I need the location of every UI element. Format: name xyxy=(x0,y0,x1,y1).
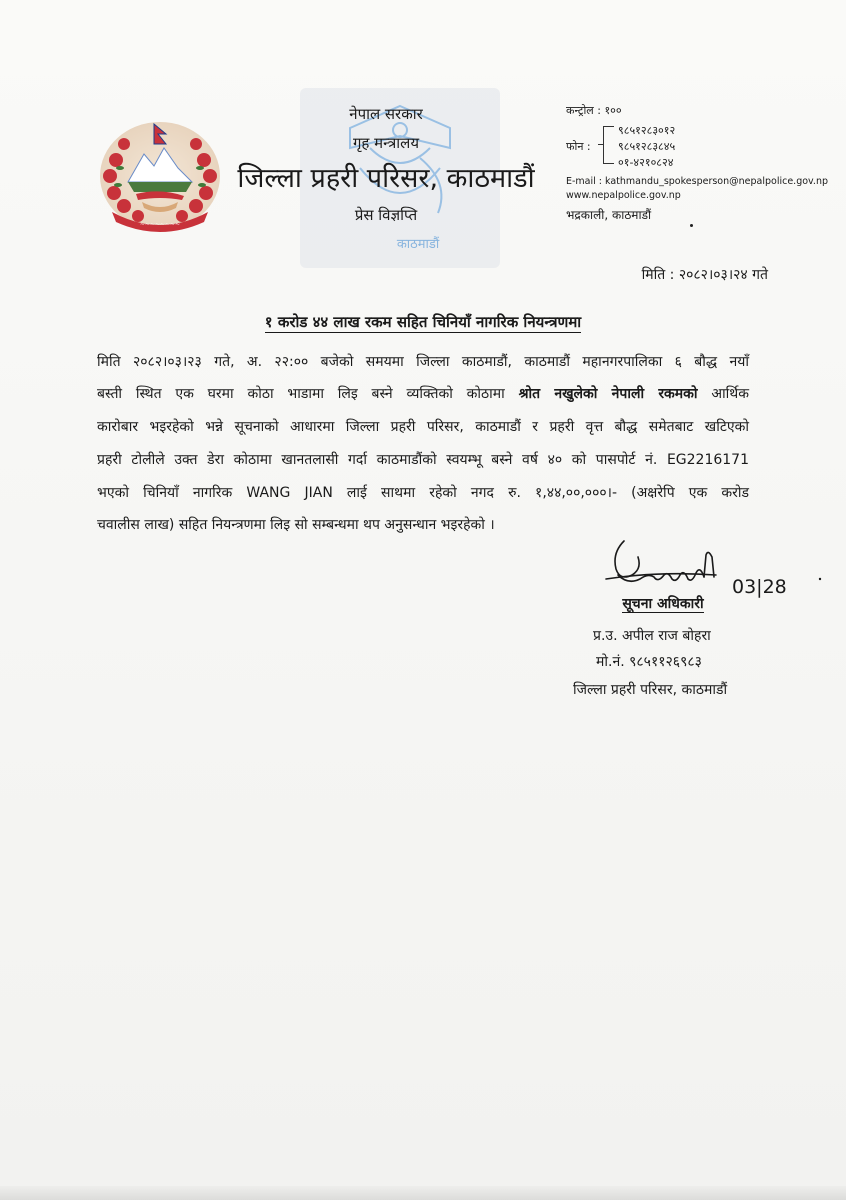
body-line-1: मिति २०८२।०३।२३ गते, अ. २२:०० बजेको समयमा जिल्ला काठमाडौं, काठमाडौं महानगरपालिका ६ बौद्ध नयाँ xyxy=(97,354,749,370)
signatory-mobile: मो.नं. ९८५११२६९८३ xyxy=(596,654,702,670)
headline xyxy=(0,312,846,332)
signatory-title-text: सूचना अधिकारी xyxy=(622,596,704,612)
body-line-2-post: आर्थिक xyxy=(697,386,749,402)
signatory-title xyxy=(600,594,726,613)
page-bottom-edge xyxy=(0,1186,846,1200)
handwritten-date: 03|28 xyxy=(732,576,787,598)
ministry-name: गृह मन्त्रालय xyxy=(352,134,420,152)
signatory-office: जिल्ला प्रहरी परिसर, काठमाडौं xyxy=(573,682,728,698)
svg-text:~~~~~~~~: ~~~~~~~~ xyxy=(139,221,181,228)
office-address: भद्रकाली, काठमाडौं xyxy=(566,208,652,222)
nepal-emblem-icon xyxy=(98,120,222,232)
body-line-5: भएको चिनियाँ नागरिक WANG JIAN लाई साथमा रहेको नगद रु. १,४४,००,०००।- (अक्षरेपि एक करोड xyxy=(97,485,749,501)
stamp-text: काठमाडौं xyxy=(396,237,440,252)
website-address: www.nepalpolice.gov.np xyxy=(566,190,681,201)
office-name: जिल्ला प्रहरी परिसर, काठमाडौं xyxy=(237,163,535,194)
phone-bracket-tick xyxy=(598,144,603,145)
body-line-2 xyxy=(97,384,749,404)
body-line-2-bold: श्रोत नखुलेको नेपाली रकमको xyxy=(518,386,698,402)
issue-date: मिति : २०८२।०३।२४ गते xyxy=(641,267,768,283)
control-number: कन्ट्रोल : १०० xyxy=(566,104,622,117)
signatory-name: प्र.उ. अपील राज बोहरा xyxy=(593,628,711,644)
government-name: नेपाल सरकार xyxy=(349,105,423,123)
body-line-4: प्रहरी टोलीले उक्त डेरा कोठामा खानतलासी गर्दा काठमाडौंको स्वयम्भू बस्ने वर्ष ४० को पासपोर्ट नं. EG2216171 xyxy=(97,452,749,468)
phone-number-1: ९८५१२८३०१२ xyxy=(618,124,676,137)
email-address: E-mail : kathmandu_spokesperson@nepalpolice.gov.np xyxy=(566,176,829,187)
phone-number-2: ९८५१२८३८४५ xyxy=(618,140,676,153)
press-release-label: प्रेस विज्ञप्ति xyxy=(354,206,418,224)
handwritten-signature xyxy=(598,535,828,603)
body-line-6: चवालीस लाख) सहित नियन्त्रणमा लिइ सो सम्बन्धमा थप अनुसन्धान भइरहेको । xyxy=(97,517,495,533)
body-line-2-pre: बस्ती स्थित एक घरमा कोठा भाडामा लिइ बस्ने व्यक्तिको कोठामा xyxy=(97,386,519,402)
phone-number-3: ०१-४२१०८२४ xyxy=(618,156,674,169)
headline-text: १ करोड ४४ लाख रकम सहित चिनियाँ नागरिक नियन्त्रणमा xyxy=(264,313,582,331)
ink-dot xyxy=(690,224,693,227)
body-line-3: कारोबार भइरहेको भन्ने सूचनाको आधारमा जिल्ला प्रहरी परिसर, काठमाडौं र प्रहरी वृत्त बौद्ध समेतबाट खटिएको xyxy=(97,419,749,435)
phone-label: फोन : xyxy=(566,140,591,153)
phone-bracket xyxy=(603,126,614,164)
